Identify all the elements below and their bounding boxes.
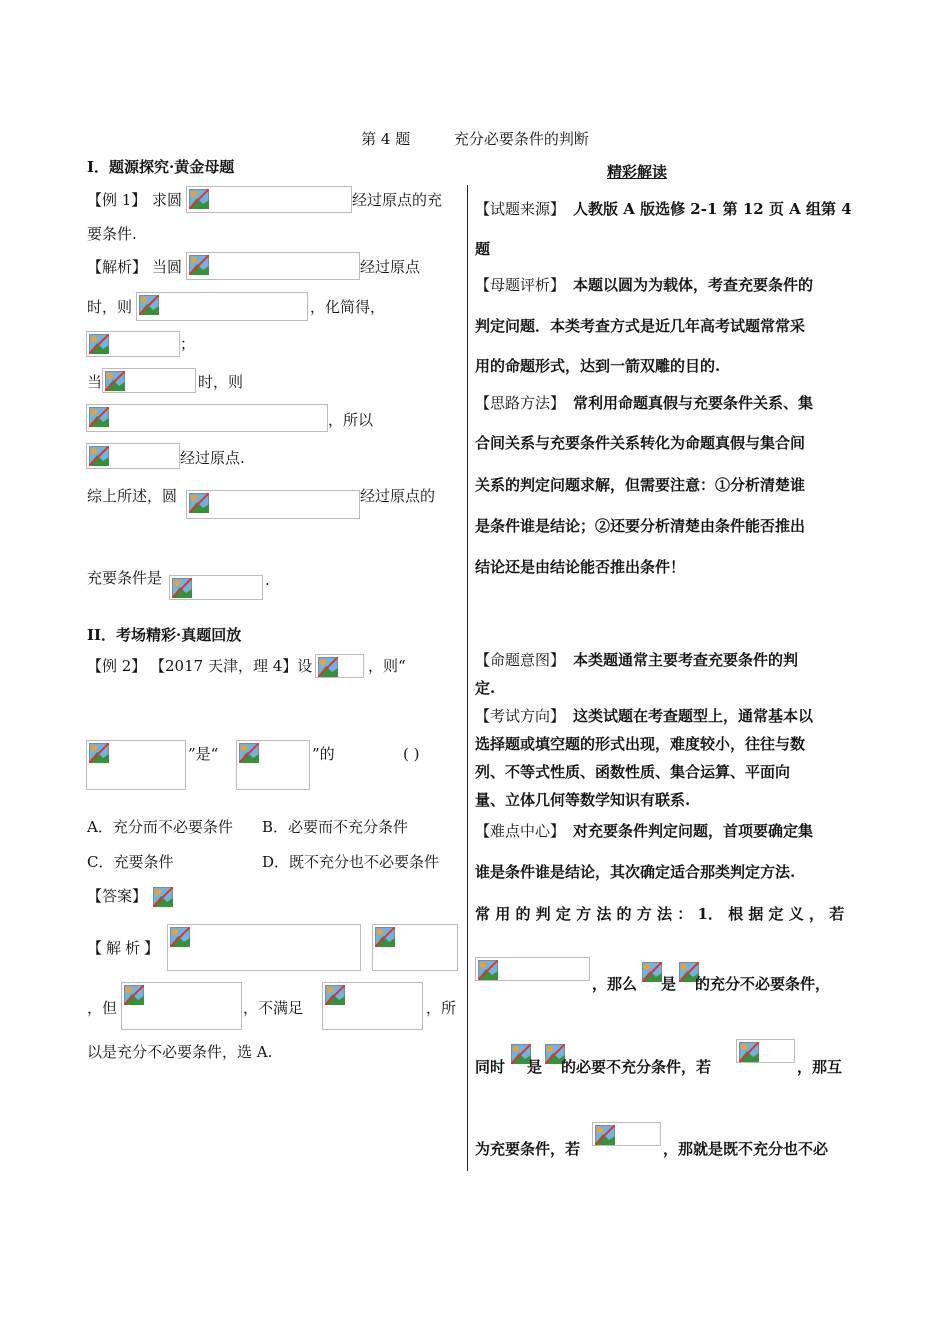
- option-c: C．充要条件: [87, 853, 174, 871]
- formula-image: [167, 924, 361, 971]
- formula-image: [136, 292, 308, 321]
- method-text: 结论还是由结论能否推出条件！: [475, 558, 686, 576]
- solution-text: 当圆: [152, 258, 183, 276]
- broken-image-icon: [89, 334, 109, 354]
- example-2-text: ”是“: [188, 745, 219, 763]
- formula-image: [86, 331, 180, 357]
- example-1-text: 经过原点的充: [352, 191, 443, 209]
- solution-text: 经过原点的: [360, 487, 436, 505]
- formula-image: [121, 982, 242, 1030]
- formula-image: [475, 957, 590, 981]
- broken-image-icon: [124, 985, 144, 1005]
- broken-image-icon: [89, 407, 109, 427]
- column-divider: [467, 185, 468, 1171]
- example-2-text: ”的: [312, 745, 335, 763]
- difficulty-text: 谁是条件谁是结论，其次确定适合那类判定方法.: [475, 863, 796, 881]
- solution-text: ；: [180, 335, 196, 353]
- solution-text: 综上所述，圆: [87, 487, 178, 505]
- direction-text: 列、不等式性质、函数性质、集合运算、平面向: [475, 763, 791, 781]
- evaluation-text: 本题以圆为为载体，考查充要条件的: [573, 276, 814, 294]
- option-a: A．充分而不必要条件: [87, 818, 233, 836]
- section-heading-1: I．题源探究·黄金母题: [87, 158, 235, 176]
- source-text: 题: [475, 240, 491, 258]
- answer-tag: 【答案】: [87, 887, 148, 905]
- solution-text: ，不满足: [243, 999, 304, 1017]
- formula-image: [86, 443, 180, 469]
- source-tag: 【试题来源】: [475, 200, 566, 218]
- solution-text: .: [265, 571, 270, 589]
- method-text: 是条件谁是结论；②还要分析清楚由条件能否推出: [475, 517, 806, 535]
- problem-topic: 充分必要条件的判断: [453, 130, 589, 148]
- broken-image-icon: [89, 743, 109, 763]
- example-2-text: ，则“: [368, 657, 406, 675]
- section-heading-2: II．考场精彩·真题回放: [87, 626, 242, 644]
- solution-text: 时，则: [87, 298, 133, 316]
- direction-text: 这类试题在考查题型上，通常基本以: [573, 707, 814, 725]
- evaluation-text: 用的命题形式，达到一箭双雕的目的.: [475, 357, 721, 375]
- broken-image-icon: [105, 371, 125, 391]
- broken-image-icon: [153, 887, 173, 907]
- difficulty-text: 同时: [475, 1058, 506, 1076]
- formula-image: [372, 924, 458, 971]
- solution-text: 经过原点: [360, 258, 421, 276]
- broken-image-icon: [189, 255, 209, 275]
- option-d: D．既不充分也不必要条件: [262, 853, 440, 871]
- broken-image-icon: [170, 927, 190, 947]
- page-title: [0, 128, 950, 149]
- formula-image: [592, 1122, 661, 1146]
- solution-text: ，所以: [328, 411, 374, 429]
- difficulty-text: 的充分不必要条件，: [695, 975, 831, 993]
- example-2-source: 【2017 天津，理 4】设: [150, 657, 313, 675]
- method-text: 关系的判定问题求解，但需要注意：①分析清楚谁: [475, 476, 806, 494]
- difficulty-tag: 【难点中心】: [475, 822, 566, 840]
- solution-text: 充要条件是: [87, 569, 163, 587]
- example-2-tag: 【例 2】: [87, 657, 147, 675]
- formula-image: [102, 368, 196, 393]
- solution-text: 经过原点.: [180, 449, 245, 467]
- formula-image: [186, 490, 360, 519]
- formula-image: [640, 960, 662, 982]
- evaluation-text: 判定问题．本类考查方式是近几年高考试题常常采: [475, 317, 806, 335]
- direction-text: 选择题或填空题的形式出现，难度较小，往往与数: [475, 735, 806, 753]
- broken-image-icon: [189, 189, 209, 209]
- source-text: 人教版 A 版选修 2-1 第 12 页 A 组第 4: [573, 200, 852, 218]
- formula-image: [186, 252, 360, 280]
- solution-1-tag: 【解析】: [87, 258, 148, 276]
- broken-image-icon: [172, 578, 192, 598]
- difficulty-text: 的必要不充分条件，若: [561, 1058, 712, 1076]
- broken-image-icon: [89, 446, 109, 466]
- difficulty-text: ，那就是既不充分也不必: [663, 1140, 829, 1158]
- solution-text: 当: [87, 373, 103, 391]
- example-1-text: 要条件.: [87, 225, 137, 243]
- evaluation-tag: 【母题评析】: [475, 276, 566, 294]
- difficulty-text: 是: [661, 975, 677, 993]
- formula-image: [169, 575, 263, 600]
- formula-image: [736, 1039, 795, 1063]
- method-tag: 【思路方法】: [475, 394, 566, 412]
- example-1-tag: 【例 1】: [87, 191, 147, 209]
- intent-tag: 【命题意图】: [475, 651, 566, 669]
- solution-2-tag: 【解析】: [87, 939, 164, 957]
- difficulty-text: ，那互: [797, 1058, 843, 1076]
- difficulty-text: ，那么: [592, 975, 638, 993]
- method-text: 常利用命题真假与充要条件关系、集: [573, 394, 814, 412]
- solution-text: ，但: [87, 999, 118, 1017]
- difficulty-text: 常 用 的 判 定 方 法 的 方 法 ： 1． 根 据 定 义 ， 若: [475, 905, 845, 923]
- difficulty-text: 对充要条件判定问题，首项要确定集: [573, 822, 814, 840]
- formula-image: [322, 982, 423, 1030]
- broken-image-icon: [139, 295, 159, 315]
- difficulty-text: 为充要条件，若: [475, 1140, 581, 1158]
- formula-image: [86, 740, 186, 790]
- broken-image-icon: [595, 1125, 615, 1145]
- formula-image: [236, 740, 310, 790]
- interpretation-heading: 精彩解读: [607, 163, 668, 181]
- solution-text: ，所: [426, 999, 457, 1017]
- formula-image: [186, 186, 352, 213]
- broken-image-icon: [642, 962, 662, 982]
- broken-image-icon: [325, 985, 345, 1005]
- method-text: 合间关系与充要条件关系转化为命题真假与集合间: [475, 434, 806, 452]
- intent-text: 定.: [475, 679, 496, 697]
- formula-image: [151, 885, 173, 907]
- formula-image: [86, 404, 328, 432]
- solution-text: ，化简得，: [310, 298, 386, 316]
- direction-text: 量、立体几何等数学知识有联系.: [475, 791, 691, 809]
- broken-image-icon: [375, 927, 395, 947]
- broken-image-icon: [189, 493, 209, 513]
- difficulty-text: 是: [527, 1058, 543, 1076]
- solution-text: 以是充分不必要条件，选 A.: [87, 1043, 273, 1061]
- broken-image-icon: [239, 743, 259, 763]
- broken-image-icon: [739, 1042, 759, 1062]
- formula-image: [315, 654, 364, 678]
- example-1-text: 求圆: [152, 191, 183, 209]
- broken-image-icon: [318, 657, 338, 677]
- broken-image-icon: [478, 960, 498, 980]
- answer-blank: ( ): [403, 745, 420, 763]
- option-b: B．必要而不充分条件: [262, 818, 409, 836]
- direction-tag: 【考试方向】: [475, 707, 566, 725]
- intent-text: 本类题通常主要考查充要条件的判: [573, 651, 799, 669]
- problem-number: 第 4 题: [361, 130, 411, 148]
- solution-text: 时，则: [198, 373, 244, 391]
